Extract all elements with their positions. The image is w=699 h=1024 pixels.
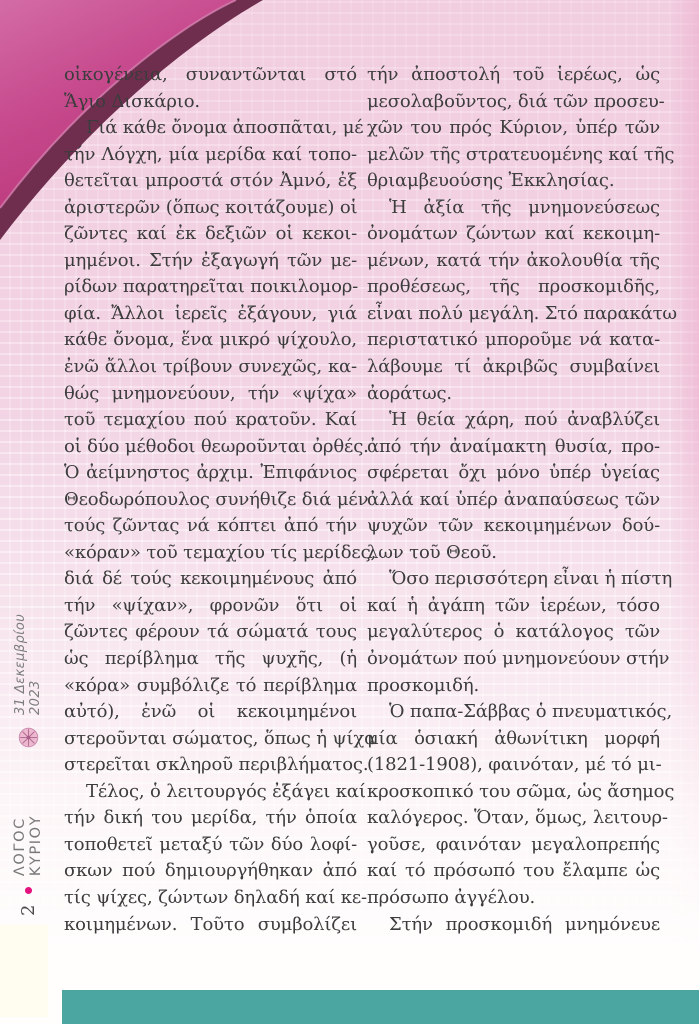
- page-margin-cream: [0, 925, 48, 1017]
- text-line: Ἡ ἀξία τῆς μνημονεύσεως: [389, 196, 660, 218]
- text-line: ἐνῶ ἄλλοι τρίβουν συνεχῶς, κα-: [64, 356, 357, 378]
- page-number: 2: [17, 904, 39, 916]
- text-line: Θεοδωρόπουλος συνήθιζε διά μέν: [64, 488, 369, 510]
- text-line: ἀλλά καί ὑπέρ ἀναπαύσεως τῶν: [367, 488, 660, 510]
- text-line: ψυχῶν τῶν κεκοιμημένων δού-: [367, 515, 660, 537]
- text-line: ζῶντες καί ἐκ δεξιῶν οἱ κεκοι-: [64, 223, 357, 245]
- text-line: πρόσωπο ἀγγέλου.: [367, 886, 536, 908]
- text-line: στεροῦνται σώματος, ὅπως ἡ ψίχα: [64, 727, 377, 749]
- text-line: κάθε ὄνομα, ἕνα μικρό ψίχουλο,: [64, 329, 357, 351]
- text-line: οἰκογένεια, συναντῶνται στό: [64, 64, 357, 85]
- text-line: ζῶντες φέρουν τά σώματά τους: [64, 621, 357, 643]
- text-line: τήν ἀποστολή τοῦ ἱερέως, ὡς: [367, 64, 660, 85]
- text-line: κροσκοπικό του σῶμα, ὡς ἄσημος: [367, 780, 675, 802]
- text-line: τήν «ψίχαν», φρονῶν ὅτι οἱ: [64, 594, 357, 616]
- text-line: Ὁ ἀείμνηστος ἀρχιμ. Ἐπιφάνιος: [64, 462, 357, 484]
- text-line: προθέσεως, τῆς προσκομιδῆς,: [367, 276, 660, 298]
- text-line: Ἅγιο Δισκάριο.: [64, 90, 200, 112]
- flower-rosette-icon: [16, 726, 41, 749]
- text-line: γοῦσε, φαινόταν μεγαλοπρεπής: [367, 833, 660, 855]
- text-line: τήν δική του μερίδα, τήν ὁποία: [64, 807, 357, 829]
- text-line: ἀοράτως.: [367, 382, 452, 404]
- text-line: «κόρα» συμβόλιζε τό περίβλημα: [64, 674, 357, 696]
- text-line: τίς ψίχες, ζώντων δηλαδή καί κε-: [64, 886, 367, 908]
- text-line: ρίδων παρατηρεῖται ποικιλομορ-: [64, 276, 359, 298]
- text-line: μεγαλύτερος ὁ κατάλογος τῶν: [367, 621, 660, 643]
- text-line: χῶν του πρός Κύριον, ὑπέρ τῶν: [367, 117, 660, 139]
- text-line: τήν Λόγχη, μία μερίδα καί τοπο-: [64, 143, 357, 165]
- text-line: οἱ δύο μέθοδοι θεωροῦνται ὀρθές.: [64, 435, 369, 457]
- text-line: μελῶν τῆς στρατευομένης καί τῆς: [367, 143, 675, 165]
- text-line: αὐτό), ἐνῶ οἱ κεκοιμημένοι: [64, 701, 357, 723]
- text-line: τούς ζῶντας νά κόπτει ἀπό τήν: [64, 515, 357, 537]
- text-line: «κόραν» τοῦ τεμαχίου τίς μερίδες,: [64, 541, 377, 563]
- text-line: καί τό πρόσωπό του ἔλαμπε ὡς: [367, 860, 660, 882]
- text-line: κοιμημένων. Τοῦτο συμβολίζει: [64, 913, 357, 935]
- text-line: λάβουμε τί ἀκριβῶς συμβαίνει: [367, 356, 660, 378]
- spine-dot-icon: [25, 887, 32, 893]
- text-line: Γιά κάθε ὄνομα ἀποσπᾶται, μέ: [86, 117, 364, 139]
- text-line: σκων πού δημιουργήθηκαν ἀπό: [64, 860, 357, 882]
- text-line: μένων, κατά τήν ἀκολουθία τῆς: [367, 249, 660, 271]
- text-line: τοῦ τεμαχίου πού κρατοῦν. Καί: [64, 409, 357, 431]
- text-line: (1821-1908), φαινόταν, μέ τό μι-: [367, 754, 662, 776]
- text-line: ὡς περίβλημα τῆς ψυχῆς, (ἡ: [64, 648, 357, 670]
- text-line: θριαμβευούσης Ἐκκλησίας.: [367, 170, 615, 192]
- footer-bar: [62, 990, 699, 1024]
- text-line: Ὅσο περισσότερη εἶναι ἡ πίστη: [389, 568, 673, 590]
- text-line: μημένοι. Στήν ἐξαγωγή τῶν με-: [64, 249, 357, 271]
- text-line: θώς μνημονεύουν, τήν «ψίχα»: [64, 382, 357, 404]
- text-line: καλόγερος. Ὅταν, ὅμως, λειτουρ-: [367, 807, 668, 829]
- left-text-column: [64, 62, 377, 938]
- text-line: ἀριστερῶν (ὅπως κοιτάζουμε) οἱ: [64, 196, 358, 218]
- issue-date: 31 Δεκεμβρίου 2023: [13, 613, 43, 715]
- text-line: ἀπό τήν ἀναίμακτη θυσία, προ-: [367, 435, 660, 457]
- text-line: Ὁ παπα-Σάββας ὁ πνευματικός,: [389, 701, 673, 723]
- text-line: Στήν προσκομιδή μνημόνευε: [389, 913, 660, 935]
- text-line: προσκομιδή.: [367, 674, 480, 696]
- text-line: μία ὁσιακή ἀθωνίτικη μορφή: [367, 727, 660, 749]
- text-line: καί ἡ ἀγάπη τῶν ἱερέων, τόσο: [367, 594, 660, 616]
- text-line: φία. Ἄλλοι ἱερεῖς ἐξάγουν, γιά: [64, 302, 357, 324]
- text-line: τοποθετεῖ μεταξύ τῶν δύο λοφί-: [64, 833, 357, 855]
- text-line: ὀνομάτων ζώντων καί κεκοιμη-: [367, 223, 660, 245]
- spine: [10, 586, 46, 916]
- text-line: διά δέ τούς κεκοιμημένους ἀπό: [64, 568, 357, 590]
- right-text-column: [367, 62, 677, 938]
- text-line: ὀνομάτων πού μνημονεύουν στήν: [367, 648, 670, 670]
- text-line: Τέλος, ὁ λειτουργός ἐξάγει καί: [86, 780, 366, 802]
- text-line: λων τοῦ Θεοῦ.: [367, 541, 497, 563]
- text-line: θετεῖται μπροστά στόν Ἀμνό, ἐξ: [64, 170, 357, 192]
- text-line: μεσολαβοῦντος, διά τῶν προσευ-: [367, 90, 665, 112]
- text-line: εἶναι πολύ μεγάλη. Στό παρακάτω: [367, 302, 677, 324]
- text-line: σφέρεται ὄχι μόνο ὑπέρ ὑγείας: [367, 462, 660, 484]
- text-line: Ἡ θεία χάρη, πού ἀναβλύζει: [389, 409, 660, 431]
- masthead-title: ΛΟΓΟC ΚΥΡΙΟΥ: [12, 814, 44, 877]
- text-line: περιστατικό μποροῦμε νά κατα-: [367, 329, 660, 351]
- text-line: στερεῖται σκληροῦ περιβλήματος.: [64, 754, 369, 776]
